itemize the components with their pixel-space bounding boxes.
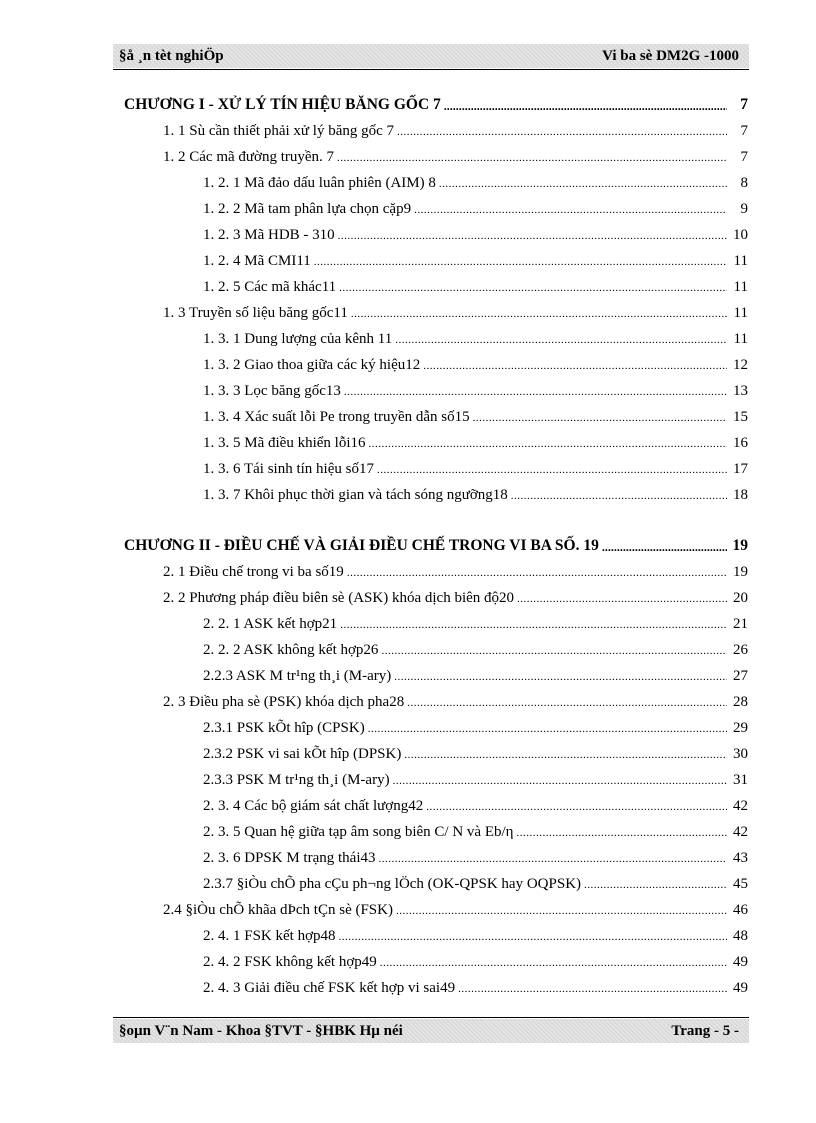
toc-dot-leader bbox=[473, 407, 727, 427]
toc-entry[interactable] bbox=[163, 303, 748, 323]
toc-dot-leader bbox=[393, 770, 727, 790]
toc-page-number: 27 bbox=[733, 668, 748, 684]
footer-author: §oµn V¨n Nam - Khoa §TVT - §HBK Hµ néi bbox=[119, 1023, 403, 1039]
toc-entry[interactable] bbox=[203, 718, 748, 738]
toc-page-number: 43 bbox=[733, 850, 748, 866]
toc-dot-leader bbox=[339, 926, 727, 946]
toc-entry[interactable] bbox=[203, 952, 748, 972]
toc-entry-title: 2. 3. 4 Các bộ giám sát chất lượng42 bbox=[203, 798, 424, 814]
toc-page-number: 17 bbox=[733, 461, 748, 477]
toc-entry-title: 1. 2. 1 Mã đảo dấu luân phiên (AIM) 8 bbox=[203, 175, 436, 191]
toc-entry-title: 1. 3. 5 Mã điều khiển lỗi16 bbox=[203, 435, 366, 451]
toc-dot-leader bbox=[381, 640, 727, 660]
toc-dot-leader bbox=[377, 459, 727, 479]
toc-dot-leader bbox=[517, 588, 727, 608]
toc-dot-leader bbox=[404, 744, 727, 764]
toc-entry-title: 2.4 §iÒu chÕ khãa dÞch tÇn sè (FSK) bbox=[163, 902, 393, 918]
toc-entry[interactable] bbox=[203, 277, 748, 297]
toc-page-number: 31 bbox=[733, 772, 748, 788]
toc-chapter-entry[interactable] bbox=[124, 536, 748, 556]
toc-page-number: 20 bbox=[733, 590, 748, 606]
header-subject: Vi ba sè DM2G -1000 bbox=[602, 48, 739, 64]
toc-dot-leader bbox=[394, 666, 727, 686]
toc-dot-leader bbox=[340, 614, 727, 634]
page-header bbox=[113, 44, 749, 68]
toc-dot-leader bbox=[602, 536, 727, 556]
toc-entry-title: 1. 3. 4 Xác suất lỗi Pe trong truyền dẫn số15 bbox=[203, 409, 470, 425]
toc-page-number: 16 bbox=[733, 435, 748, 451]
toc-page-number: 48 bbox=[733, 928, 748, 944]
toc-dot-leader bbox=[344, 381, 727, 401]
toc-entry[interactable] bbox=[163, 121, 748, 141]
toc-entry[interactable] bbox=[163, 588, 748, 608]
toc-entry-title: 2.2.3 ASK M tr¹ng th¸i (M-ary) bbox=[203, 668, 392, 684]
toc-page-number: 46 bbox=[733, 902, 748, 918]
toc-entry[interactable] bbox=[203, 744, 748, 764]
page-number: Trang - 5 - bbox=[671, 1023, 739, 1039]
toc-entry[interactable] bbox=[203, 978, 748, 998]
toc-page-number: 29 bbox=[733, 720, 748, 736]
toc-dot-leader bbox=[347, 562, 727, 582]
toc-entry-title: 2. 2 Phương pháp điều biên sè (ASK) khóa dịch biên độ20 bbox=[163, 590, 515, 606]
toc-dot-leader bbox=[380, 952, 727, 972]
toc-page-number: 42 bbox=[733, 824, 748, 840]
toc-entry[interactable] bbox=[203, 666, 748, 686]
toc-entry[interactable] bbox=[203, 433, 748, 453]
toc-dot-leader bbox=[351, 303, 727, 323]
toc-page-number: 49 bbox=[733, 954, 748, 970]
toc-entry[interactable] bbox=[163, 900, 748, 920]
toc-dot-leader bbox=[395, 329, 727, 349]
toc-entry-title: 2. 4. 2 FSK không kết hợp49 bbox=[203, 954, 377, 970]
toc-entry-title: 2. 1 Điều chế trong vi ba số19 bbox=[163, 564, 344, 580]
toc-entry-title: 1. 2 Các mã đường truyền. 7 bbox=[163, 149, 335, 165]
toc-entry[interactable] bbox=[203, 173, 748, 193]
toc-dot-leader bbox=[339, 277, 727, 297]
toc-dot-leader bbox=[584, 874, 727, 894]
toc-entry-title: 1. 3. 2 Giao thoa giữa các ký hiệu12 bbox=[203, 357, 421, 373]
toc-entry-title: 2. 4. 1 FSK kết hợp48 bbox=[203, 928, 336, 944]
toc-entry[interactable] bbox=[203, 640, 748, 660]
toc-entry[interactable] bbox=[203, 614, 748, 634]
header-rule bbox=[113, 69, 749, 70]
toc-page-number: 10 bbox=[733, 227, 748, 243]
toc-entry-title: 2.3.1 PSK kÕt hîp (CPSK) bbox=[203, 720, 365, 736]
toc-entry[interactable] bbox=[203, 251, 748, 271]
toc-entry-title: 2. 3. 6 DPSK M trạng thái43 bbox=[203, 850, 376, 866]
toc-dot-leader bbox=[423, 355, 727, 375]
toc-page-number: 26 bbox=[733, 642, 748, 658]
toc-entry-title: 1. 3 Truyền số liệu băng gốc11 bbox=[163, 305, 348, 321]
toc-page-number: 7 bbox=[740, 96, 748, 113]
toc-entry-title: 2. 3 Điều pha sè (PSK) khóa dịch pha28 bbox=[163, 694, 405, 710]
toc-page-number: 11 bbox=[733, 305, 748, 321]
header-title: §å ¸n tèt nghiÖp bbox=[119, 48, 224, 64]
toc-dot-leader bbox=[396, 900, 727, 920]
toc-entry[interactable] bbox=[203, 770, 748, 790]
toc-entry[interactable] bbox=[163, 562, 748, 582]
toc-dot-leader bbox=[517, 822, 727, 842]
toc-page-number: 11 bbox=[733, 253, 748, 269]
toc-entry-title: 1. 3. 6 Tái sinh tín hiệu số17 bbox=[203, 461, 374, 477]
toc-entry[interactable] bbox=[203, 459, 748, 479]
toc-entry-title: 1. 2. 5 Các mã khác11 bbox=[203, 279, 337, 295]
toc-page-number: 11 bbox=[733, 279, 748, 295]
toc-page-number: 49 bbox=[733, 980, 748, 996]
toc-dot-leader bbox=[426, 796, 727, 816]
toc-entry[interactable] bbox=[203, 329, 748, 349]
toc-page-number: 42 bbox=[733, 798, 748, 814]
toc-page-number: 7 bbox=[740, 123, 748, 139]
toc-entry[interactable] bbox=[203, 225, 748, 245]
toc-page-number: 15 bbox=[733, 409, 748, 425]
toc-entry-title: 1. 2. 4 Mã CMI11 bbox=[203, 253, 311, 269]
toc-entry-title: 2. 2. 1 ASK kết hợp21 bbox=[203, 616, 338, 632]
toc-entry-title: CHƯƠNG II - ĐIỀU CHẾ VÀ GIẢI ĐIỀU CHẾ TRONG VI BA SỐ. 19 bbox=[124, 537, 599, 554]
toc-page-number: 21 bbox=[733, 616, 748, 632]
toc-dot-leader bbox=[368, 718, 727, 738]
toc-entry[interactable] bbox=[203, 874, 748, 894]
toc-page-number: 9 bbox=[740, 201, 748, 217]
toc-entry[interactable] bbox=[203, 926, 748, 946]
toc-page-number: 19 bbox=[732, 537, 748, 554]
toc-entry[interactable] bbox=[203, 355, 748, 375]
toc-entry-title: 2. 2. 2 ASK không kết hợp26 bbox=[203, 642, 379, 658]
toc-dot-leader bbox=[414, 199, 727, 219]
toc-entry-title: CHƯƠNG I - XỬ LÝ TÍN HIỆU BĂNG GỐC 7 bbox=[124, 96, 441, 113]
toc-page-number: 19 bbox=[733, 564, 748, 580]
toc-page-number: 8 bbox=[740, 175, 748, 191]
toc-dot-leader bbox=[407, 692, 727, 712]
toc-chapter-entry[interactable] bbox=[124, 95, 748, 115]
toc-dot-leader bbox=[314, 251, 727, 271]
toc-dot-leader bbox=[379, 848, 728, 868]
toc-dot-leader bbox=[511, 485, 727, 505]
toc-entry[interactable] bbox=[203, 381, 748, 401]
toc-dot-leader bbox=[337, 147, 727, 167]
toc-entry[interactable] bbox=[163, 147, 748, 167]
toc-entry-title: 1. 2. 3 Mã HDB - 310 bbox=[203, 227, 335, 243]
toc-page-number: 12 bbox=[733, 357, 748, 373]
toc-page-number: 11 bbox=[733, 331, 748, 347]
toc-dot-leader bbox=[458, 978, 727, 998]
toc-entry-title: 1. 2. 2 Mã tam phân lựa chọn cặp9 bbox=[203, 201, 412, 217]
toc-entry[interactable] bbox=[203, 407, 748, 427]
toc-dot-leader bbox=[338, 225, 727, 245]
toc-page-number: 18 bbox=[733, 487, 748, 503]
toc-entry[interactable] bbox=[203, 199, 748, 219]
toc-page-number: 45 bbox=[733, 876, 748, 892]
toc-dot-leader bbox=[439, 173, 727, 193]
toc-entry[interactable] bbox=[203, 848, 748, 868]
toc-entry-title: 1. 1 Sù cần thiết phải xử lý băng gốc 7 bbox=[163, 123, 395, 139]
toc-entry-title: 1. 3. 7 Khôi phục thời gian và tách sóng ngưỡng18 bbox=[203, 487, 508, 503]
toc-entry-title: 2.3.2 PSK vi sai kÕt hîp (DPSK) bbox=[203, 746, 402, 762]
page-footer bbox=[113, 1019, 749, 1043]
toc-entry-title: 2.3.7 §iÒu chÕ pha cÇu ph¬ng lÖch (OK-QPSK hay OQPSK) bbox=[203, 876, 582, 892]
toc-entry[interactable] bbox=[203, 796, 748, 816]
toc-page-number: 28 bbox=[733, 694, 748, 710]
footer-rule bbox=[113, 1017, 749, 1018]
toc-entry-title: 1. 3. 3 Lọc băng gốc13 bbox=[203, 383, 341, 399]
toc-entry-title: 2. 4. 3 Giải điều chế FSK kết hợp vi sai49 bbox=[203, 980, 456, 996]
toc-entry-title: 2. 3. 5 Quan hệ giữa tạp âm song biên C/ N và Eb/η bbox=[203, 824, 514, 840]
toc-dot-leader bbox=[444, 95, 727, 115]
toc-entry-title: 2.3.3 PSK M tr¹ng th¸i (M-ary) bbox=[203, 772, 390, 788]
toc-entry[interactable] bbox=[163, 692, 748, 712]
toc-page-number: 13 bbox=[733, 383, 748, 399]
toc-entry-title: 1. 3. 1 Dung lượng của kênh 11 bbox=[203, 331, 393, 347]
toc-entry[interactable] bbox=[203, 485, 748, 505]
toc-page-number: 30 bbox=[733, 746, 748, 762]
toc-entry[interactable] bbox=[203, 822, 748, 842]
toc-dot-leader bbox=[397, 121, 727, 141]
toc-dot-leader bbox=[368, 433, 727, 453]
toc-page-number: 7 bbox=[740, 149, 748, 165]
